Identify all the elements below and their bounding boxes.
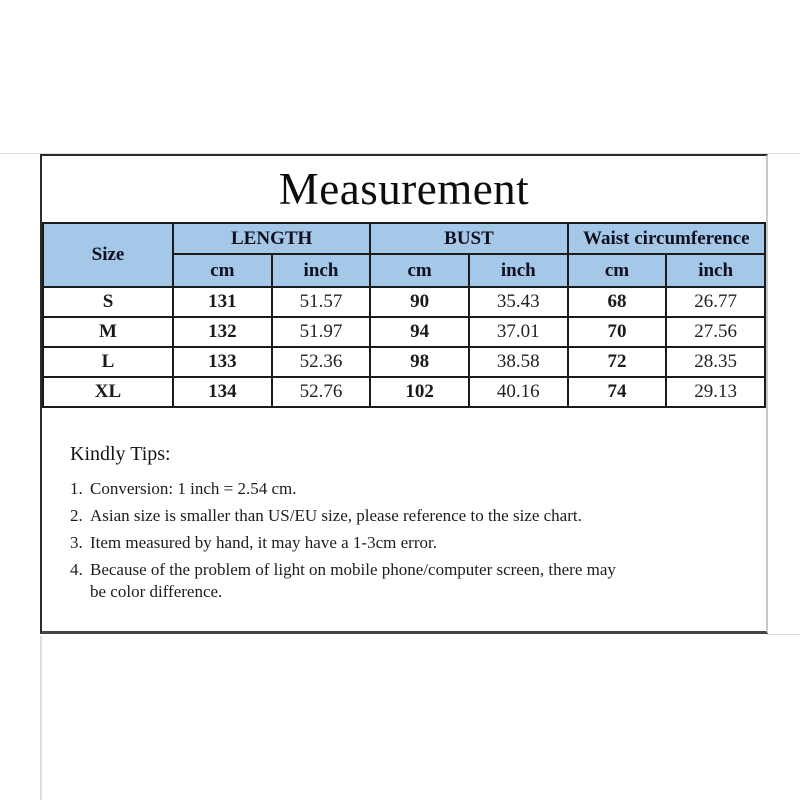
table-row-s [43, 287, 765, 317]
measurement-table [42, 222, 766, 408]
bust-cm-cell: 102 [370, 377, 469, 407]
waist-inch-cell: 29.13 [666, 377, 765, 407]
column-header-length: LENGTH [173, 223, 370, 254]
tip-number: 4. [70, 560, 83, 579]
tip-number: 1. [70, 479, 83, 498]
size-cell: L [43, 347, 173, 377]
tip-number: 3. [70, 533, 83, 552]
bust-inch-cell: 40.16 [469, 377, 568, 407]
length-cm-cell: 133 [173, 347, 272, 377]
waist-cm-cell: 70 [568, 317, 667, 347]
bust-inch-cell: 37.01 [469, 317, 568, 347]
page-divider-line-left [40, 636, 42, 800]
size-cell: XL [43, 377, 173, 407]
tip-item [70, 505, 766, 527]
tip-text: Asian size is smaller than US/EU size, please reference to the size chart. [90, 506, 582, 525]
unit-header-length-inch: inch [272, 254, 371, 287]
waist-cm-cell: 68 [568, 287, 667, 317]
column-header-bust: BUST [370, 223, 567, 254]
tip-item [70, 559, 766, 602]
page-divider-line-right [766, 634, 800, 635]
bust-cm-cell: 90 [370, 287, 469, 317]
kindly-tips-section [42, 443, 766, 602]
unit-header-bust-inch: inch [469, 254, 568, 287]
length-cm-cell: 134 [173, 377, 272, 407]
tip-number: 2. [70, 506, 83, 525]
bust-inch-cell: 38.58 [469, 347, 568, 377]
column-header-size: Size [43, 223, 173, 287]
length-cm-cell: 132 [173, 317, 272, 347]
tip-item [70, 478, 766, 500]
bust-inch-cell: 35.43 [469, 287, 568, 317]
length-inch-cell: 52.36 [272, 347, 371, 377]
tip-text: Because of the problem of light on mobile phone/computer screen, there may be color difference. [90, 560, 616, 601]
unit-header-length-cm: cm [173, 254, 272, 287]
length-cm-cell: 131 [173, 287, 272, 317]
table-row-m [43, 317, 765, 347]
page-title: Measurement [278, 164, 530, 214]
length-inch-cell: 51.57 [272, 287, 371, 317]
measurement-panel [40, 154, 768, 634]
waist-inch-cell: 27.56 [666, 317, 765, 347]
tips-heading: Kindly Tips: [70, 443, 171, 465]
tip-text: Conversion: 1 inch = 2.54 cm. [90, 479, 297, 498]
table-row-l [43, 347, 765, 377]
waist-inch-cell: 28.35 [666, 347, 765, 377]
waist-cm-cell: 72 [568, 347, 667, 377]
length-inch-cell: 51.97 [272, 317, 371, 347]
bust-cm-cell: 94 [370, 317, 469, 347]
bust-cm-cell: 98 [370, 347, 469, 377]
waist-cm-cell: 74 [568, 377, 667, 407]
length-inch-cell: 52.76 [272, 377, 371, 407]
tip-item [70, 532, 766, 554]
waist-inch-cell: 26.77 [666, 287, 765, 317]
size-cell: S [43, 287, 173, 317]
tip-text: Item measured by hand, it may have a 1-3cm error. [90, 533, 437, 552]
table-row-xl [43, 377, 765, 407]
unit-header-waist-inch: inch [666, 254, 765, 287]
unit-header-bust-cm: cm [370, 254, 469, 287]
column-header-waist: Waist circumference [568, 223, 765, 254]
unit-header-waist-cm: cm [568, 254, 667, 287]
size-cell: M [43, 317, 173, 347]
